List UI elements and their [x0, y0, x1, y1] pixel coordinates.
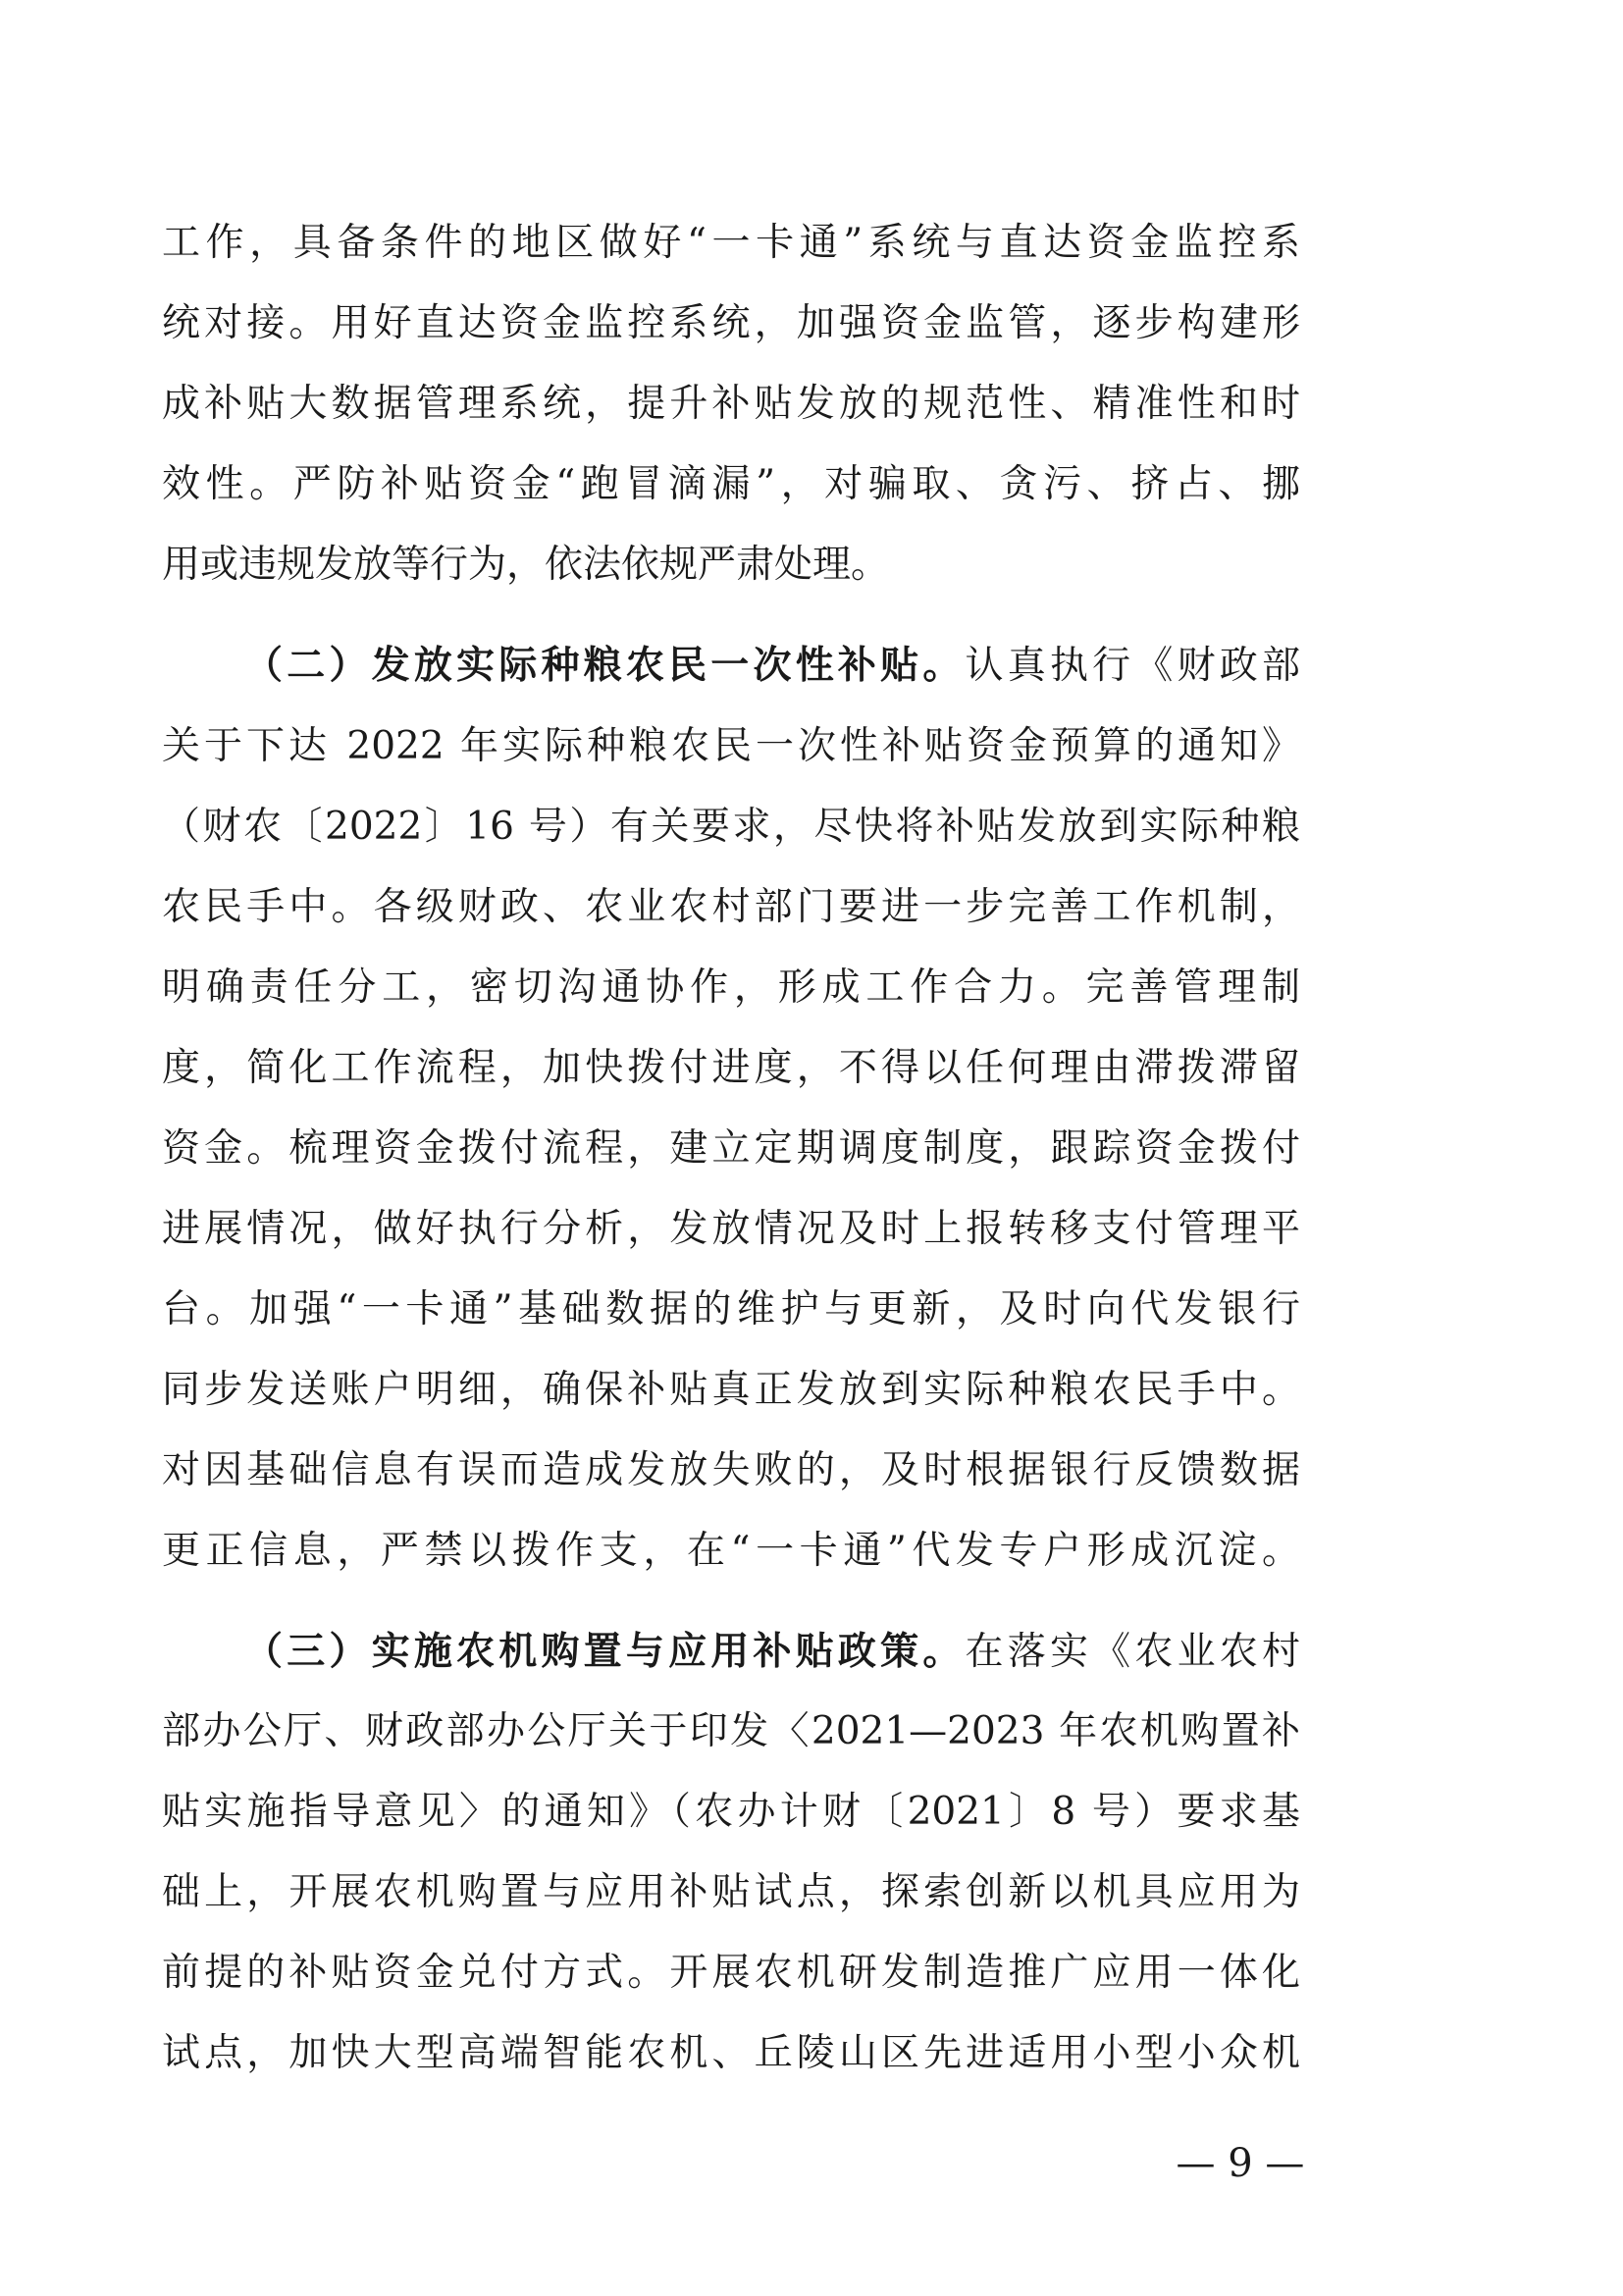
body-text-line: 度，简化工作流程，加快拨付进度，不得以任何理由滞拨滞留 — [162, 1046, 1300, 1090]
page-number: — 9 — — [1176, 2141, 1305, 2186]
body-text-line: 试点，加快大型高端智能农机、丘陵山区先进适用小型小众机 — [162, 2031, 1300, 2075]
section-heading-line — [244, 636, 1300, 695]
body-text-line: 进展情况，做好执行分析，发放情况及时上报转移支付管理平 — [162, 1207, 1300, 1251]
body-text-line: 资金。梳理资金拨付流程，建立定期调度制度，跟踪资金拨付 — [162, 1126, 1300, 1171]
body-text-line: 效性。严防补贴资金“跑冒滴漏”，对骗取、贪污、挤占、挪 — [162, 462, 1300, 506]
body-text-line: 同步发送账户明细，确保补贴真正发放到实际种粮农民手中。 — [162, 1368, 1300, 1412]
body-text-line: 用或违规发放等行为，依法依规严肃处理。 — [162, 543, 890, 587]
body-text-line: 础上，开展农机购置与应用补贴试点，探索创新以机具应用为 — [162, 1870, 1300, 1914]
body-text-line: 台。加强“一卡通”基础数据的维护与更新，及时向代发银行 — [162, 1287, 1300, 1331]
section-heading: （三）实施农机购置与应用补贴政策。 — [244, 1629, 966, 1674]
body-text-line: 农民手中。各级财政、农业农村部门要进一步完善工作机制， — [162, 885, 1300, 929]
body-text-line: 关于下达 2022 年实际种粮农民一次性补贴资金预算的通知》 — [162, 724, 1300, 768]
body-text-line: 更正信息，严禁以拨作支，在“一卡通”代发专户形成沉淀。 — [162, 1529, 1300, 1573]
body-text-line: 部办公厅、财政部办公厅关于印发〈2021—2023 年农机购置补 — [162, 1709, 1300, 1753]
body-text-line: 工作，具备条件的地区做好“一卡通”系统与直达资金监控系 — [162, 221, 1300, 265]
body-text-line: 前提的补贴资金兑付方式。开展农机研发制造推广应用一体化 — [162, 1951, 1300, 1995]
body-text-line: 贴实施指导意见〉的通知》（农办计财〔2021〕8 号）要求基 — [162, 1790, 1300, 1834]
body-text-line: 成补贴大数据管理系统，提升补贴发放的规范性、精准性和时 — [162, 382, 1300, 426]
body-text: 认真执行《财政部 — [965, 644, 1300, 688]
section-heading-line — [244, 1622, 1300, 1681]
body-text-line: 对因基础信息有误而造成发放失败的，及时根据银行反馈数据 — [162, 1448, 1300, 1492]
body-text: 在落实《农业农村 — [965, 1630, 1300, 1674]
body-text-line: 统对接。用好直达资金监控系统，加强资金监管，逐步构建形 — [162, 301, 1300, 345]
section-heading: （二）发放实际种粮农民一次性补贴。 — [244, 643, 966, 688]
body-text-line: （财农〔2022〕16 号）有关要求，尽快将补贴发放到实际种粮 — [162, 805, 1300, 849]
body-text-line: 明确责任分工，密切沟通协作，形成工作合力。完善管理制 — [162, 965, 1300, 1010]
